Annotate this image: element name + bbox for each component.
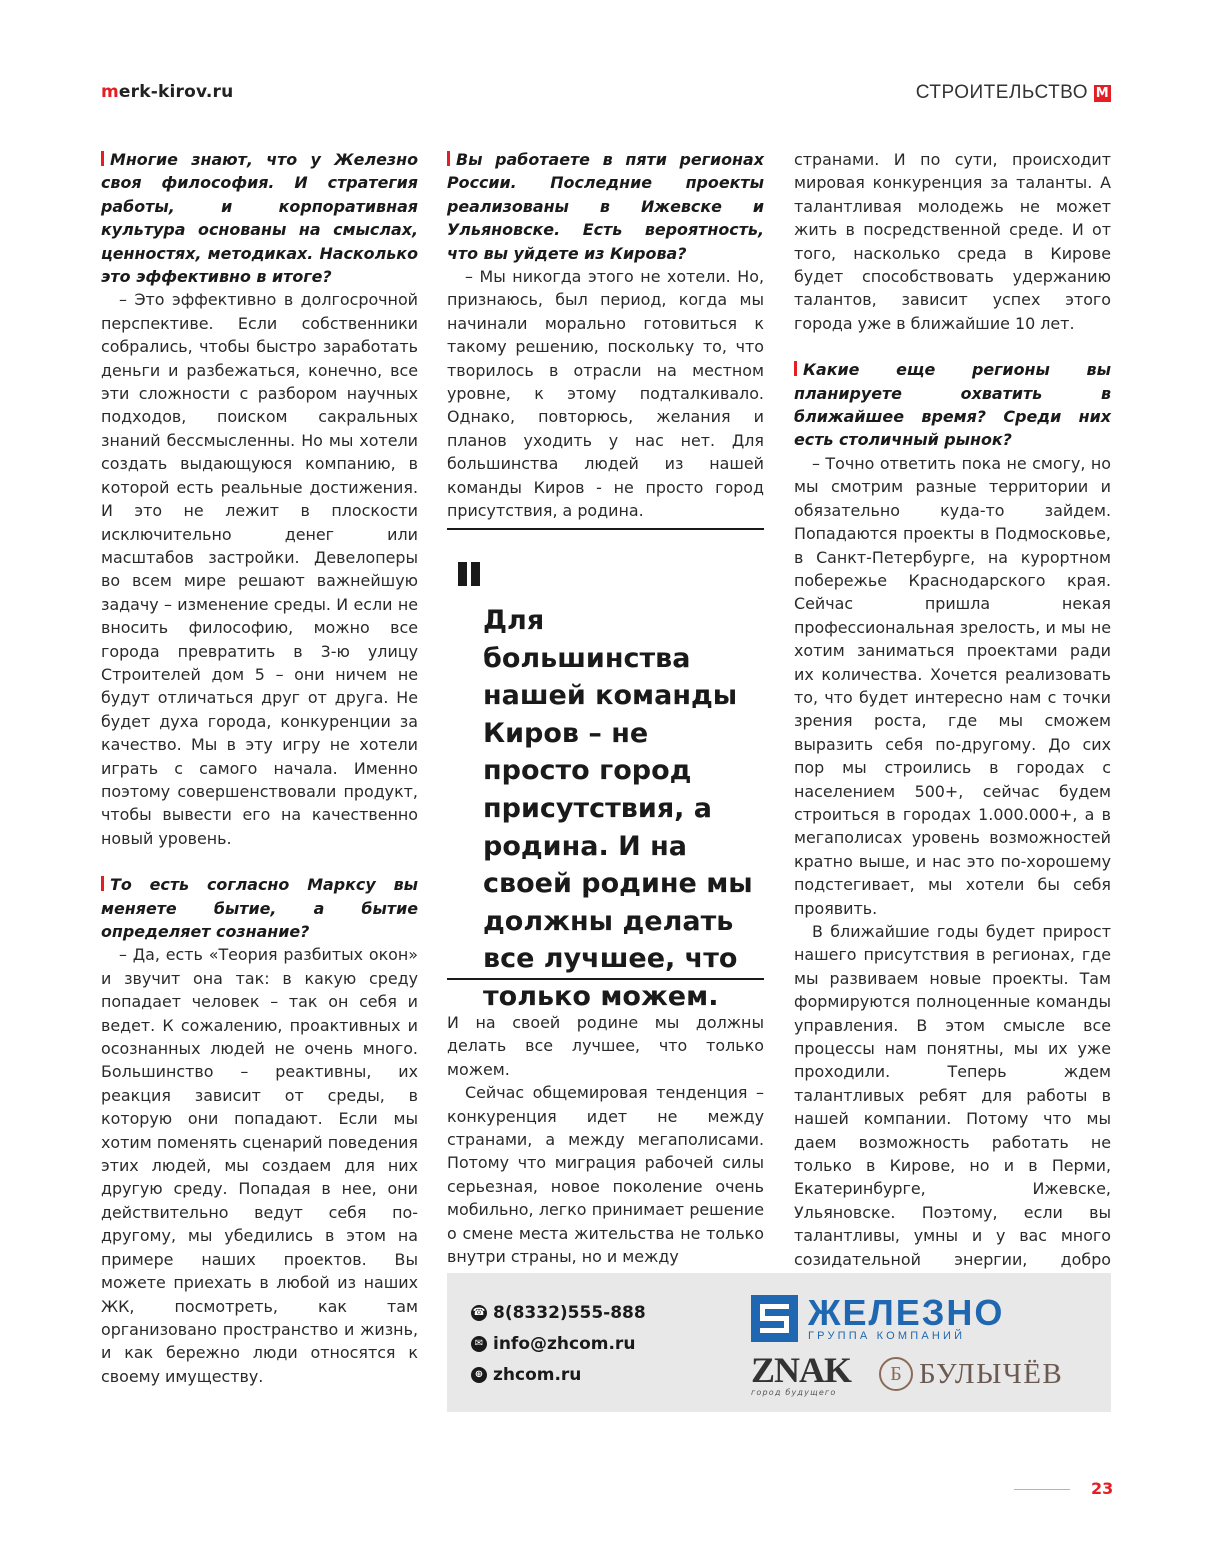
bulychev-name: БУЛЫЧЁВ — [919, 1357, 1064, 1390]
phone-icon: ☎ — [471, 1305, 487, 1321]
column-3 — [794, 148, 1111, 1295]
question-1-text: Многие знают, что у Железно своя философия. И стратегия работы, и корпоративная культура основаны на смыслах, ценностях, методиках. Насколько это эффективно в итоге? — [101, 150, 418, 287]
question-4 — [794, 358, 1111, 452]
site-url-rest: erk-kirov.ru — [118, 82, 234, 102]
website-link[interactable]: zhcom.ru — [493, 1365, 582, 1385]
footer-rule — [1014, 1489, 1070, 1490]
globe-icon: ⊕ — [471, 1367, 487, 1383]
question-4-text: Какие еще регионы вы планируете охватить в ближайшее время? Среди них есть столичный рынок? — [794, 360, 1111, 450]
column-2-continued — [447, 1011, 764, 1268]
question-3 — [447, 148, 764, 265]
site-row — [471, 1365, 581, 1385]
magazine-logo-icon: M — [1095, 85, 1110, 101]
site-url-accent: m — [101, 82, 119, 102]
question-marker-icon — [447, 151, 450, 166]
question-3-text: Вы работаете в пяти регионах России. Последние проекты реализованы в Ижевске и Ульяновске. Есть вероятность, что вы уйдете из Кирова? — [447, 150, 764, 263]
zhelezno-name: ЖЕЛЕЗНО — [808, 1291, 1005, 1333]
answer-1: – Это эффективно в долгосрочной перспективе. Если собственники собрались, чтобы быстро заработать деньги и разбежаться, конечно, все эти сложности с разбором научных подходов, поиском сакральных знаний бессмысленны. Но мы хотели создать выдающуюся компанию, в которой есть реальные достижения. И это не лежит в плоскости исключительно денег или масштабов застройки. Девелоперы во всем мире решают важнейшую задачу – изменение среды. И если не вносить философию, можно все города превратить в 3-ю улицу Строителей дом 5 – они ничем не будут отличаться друг от друга. Не будет духа города, конкуренции за качество. Мы в эту игру не хотели играть с самого начала. Именно поэтому совершенствовали продукт, чтобы вывести его на качественно новый уровень. — [101, 290, 418, 848]
answer-5: – Точно ответить пока не смогу, но мы смотрим разные территории и обязательно куда-то зайдем. Попадаются проекты в Подмосковье, в Санкт-Петербурге, на курортном побережье Краснодарского края. Сейчас пришла некая профессиональная зрелость, и мы не хотим заниматься проектами ради их количества. Хочется реализовать то, что будет интересно нам с точки зрения роста, где мы сможем выразить себя по-другому. До сих пор мы строились в городах с населением 500+, сейчас будем строиться в городах 1.000.000+, а в мегаполисах уровень возможностей кратно выше, и нас это по-хорошему подстегивает, мы хотели бы себя проявить. — [794, 453, 1111, 918]
question-marker-icon — [794, 361, 797, 376]
mail-icon: ✉ — [471, 1336, 487, 1352]
answer-3: – Мы никогда этого не хотели. Но, признаюсь, был период, когда мы начинали морально готовиться к такому решению, поскольку то, что творилось в отрасли на местном уровне, к этому подталкивало. Однако, повторюсь, желания и планов уходить у нас нет. Для большинства людей из нашей команды Киров - не просто город присутствия, а родина. — [447, 267, 764, 521]
question-marker-icon — [101, 876, 104, 891]
answer-3-continued: И на своей родине мы должны делать все лучшее, что только можем. — [447, 1013, 764, 1079]
question-2-text: То есть согласно Марксу вы меняете бытие, а бытие определяет сознание? — [101, 875, 418, 941]
site-url — [101, 82, 233, 102]
quote-bottom-rule — [447, 978, 764, 980]
zhelezno-subtitle: ГРУППА КОМПАНИЙ — [808, 1329, 966, 1342]
contact-box — [447, 1273, 1111, 1412]
bulychev-logo-icon: Б — [879, 1357, 913, 1391]
section-header — [916, 82, 1111, 104]
answer-2: – Да, есть «Теория разбитых окон» и звучит она так: в какую среду попадает человек – так он себя и ведет. К сожалению, проактивных и осознанных людей не очень много. Большинство – реактивны, их реакция зависит от среды, в которую они попадают. Если мы хотим поменять сценарий поведения этих людей, мы создаем для них другую среду. Попадая в нее, они действительно ведут себя по-другому, мы убедились в этом на примере наших проектов. Вы можете приехать в любой из наших ЖК, посмотреть, как там организовано пространство и жизнь, и как бережно люди относятся к своему имуществу. — [101, 945, 418, 1386]
zhelezno-logo — [751, 1291, 1005, 1342]
column-2 — [447, 148, 764, 523]
answer-6 — [794, 920, 1111, 1295]
zhelezno-logo-icon — [751, 1295, 798, 1342]
znak-subtitle: город будущего — [751, 1388, 837, 1397]
answer-4-continued: странами. И по сути, происходит мировая конкуренция за таланты. А талантливая молодежь не может жить в посредственной среде. И от того, насколько среда в Кирове будет способствовать удержанию талантов, зависит успех этого города уже в ближайшие 10 лет. — [794, 150, 1111, 333]
phone-number[interactable]: 8(8332)555-888 — [493, 1303, 646, 1323]
column-1 — [101, 148, 418, 1388]
section-title: СТРОИТЕЛЬСТВО — [915, 82, 1088, 103]
email-link[interactable]: info@zhcom.ru — [493, 1334, 636, 1354]
phone-row — [471, 1303, 646, 1323]
email-row — [471, 1334, 635, 1354]
page-number: 23 — [1091, 1479, 1114, 1498]
answer-6-text: В ближайшие годы будет прирост нашего присутствия в регионах, где мы развиваем новые проекты. Там формируются полноценные команды управления. В этом смысле все процессы нам понятны, мы их уже проходили. Теперь ждем талантливых ребят для работы в нашей компании. Потому что мы даем возможность работать не только в Кирове, но и в Перми, Екатеринбурге, Ижевске, Ульяновске. Поэтому, если вы талантливы, умны и у вас много созидательной энергии, добро — [794, 922, 1111, 1269]
znak-logo — [751, 1350, 852, 1397]
question-1 — [101, 148, 418, 288]
quote-top-rule — [447, 528, 764, 530]
pull-quote: Для большинства нашей команды Киров – не просто город присутствия, а родина. И на своей родине мы должны делать все лучшее, что только можем. — [483, 605, 753, 1012]
question-2 — [101, 873, 418, 943]
bulychev-logo — [879, 1357, 1063, 1391]
question-marker-icon — [101, 151, 104, 166]
quote-mark-icon — [458, 562, 480, 586]
answer-4: Сейчас общемировая тенденция – конкуренция идет не между странами, а между мегаполисами. Потому что миграция рабочей силы серьезная, новое поколение очень мобильно, легко принимает решение о смене места жительства не только внутри страны, но и между — [447, 1083, 764, 1267]
znak-name: ZNAK — [751, 1350, 852, 1390]
